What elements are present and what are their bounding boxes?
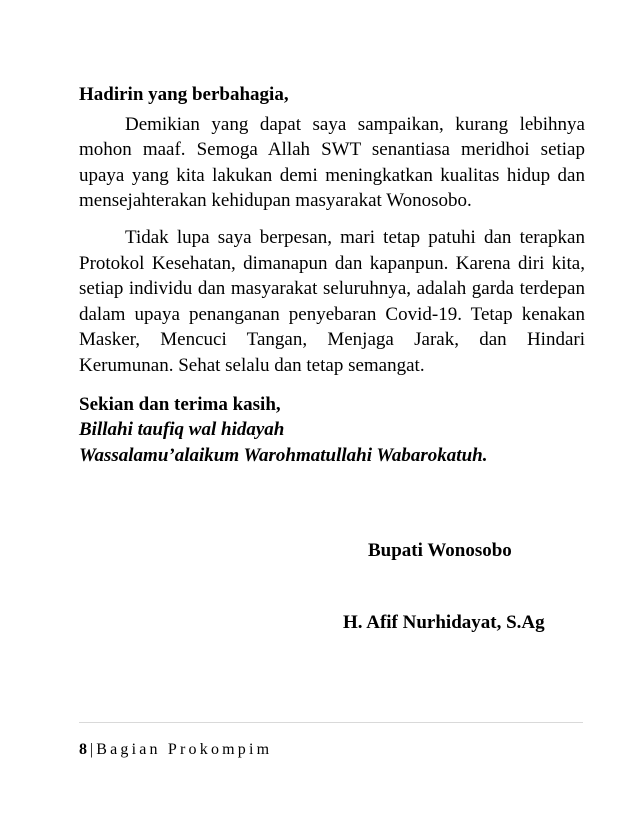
closing-thanks: Sekian dan terima kasih,: [79, 393, 281, 415]
signature-name: H. Afif Nurhidayat, S.Ag: [343, 612, 545, 633]
greeting: Hadirin yang berbahagia,: [79, 84, 289, 105]
footer-section: Bagian Prokompim: [96, 741, 273, 758]
paragraph-health-protocol: Tidak lupa saya berpesan, mari tetap patuhi dan terapkan Protokol Kesehatan, dimanapun dan kapanpun. Karena diri kita, setiap individu dan masyarakat seluruhnya, adalah garda terdepan dalam upaya penanganan penyebaran Covid-19. Tetap kenakan Masker, Mencuci Tangan, Menjaga Jarak, dan Hindari Kerumunan. Sehat selalu dan tetap semangat.: [79, 226, 585, 376]
speech-body: [79, 82, 585, 468]
closing-prayer: Billahi taufiq wal hidayah: [79, 419, 285, 441]
page-footer: [79, 740, 272, 760]
footer-separator: |: [90, 741, 94, 758]
paragraph-closing-remarks: Demikian yang dapat saya sampaikan, kurang lebihnya mohon maaf. Semoga Allah SWT senantiasa meridhoi setiap upaya yang kita lakukan demi meningkatkan kualitas hidup dan mensejahterakan kehidupan masyarakat Wonosobo.: [79, 113, 585, 212]
closing-salam: Wassalamu’alaikum Warohmatullahi Wabarokatuh.: [79, 444, 488, 466]
footer-divider: [79, 722, 583, 723]
closing-block: [79, 392, 585, 469]
signature-title: Bupati Wonosobo: [368, 540, 512, 561]
page-number: 8: [79, 741, 87, 758]
